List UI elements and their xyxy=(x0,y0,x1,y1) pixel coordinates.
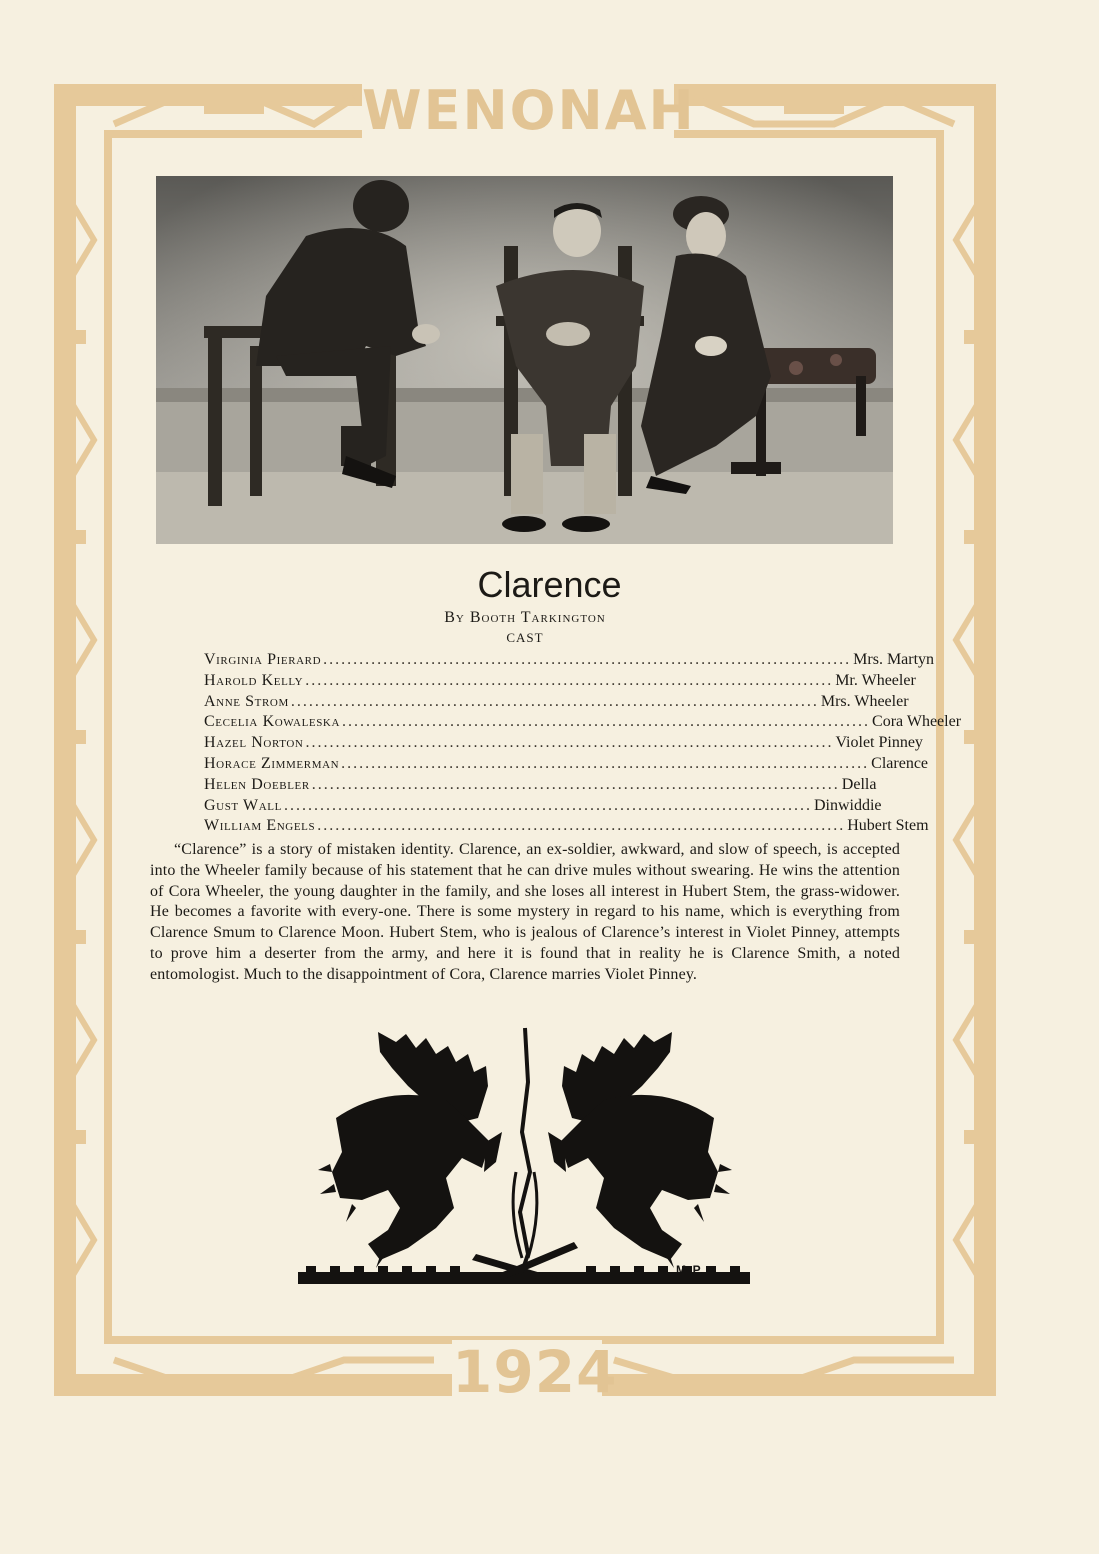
cast-list xyxy=(204,650,962,837)
leader-dots: ........................................................................................ xyxy=(283,796,812,814)
banner-year: 1924 xyxy=(452,1338,618,1406)
cast-actor: Virginia Pierard xyxy=(204,651,322,668)
leader-dots: ........................................................................................ xyxy=(317,817,846,835)
frame-pattern-left xyxy=(54,130,104,1348)
leader-dots: ........................................................................................ xyxy=(342,713,871,731)
cast-role: Hubert Stem xyxy=(847,817,929,835)
cast-photograph xyxy=(156,176,893,544)
cast-actor: Harold Kelly xyxy=(204,671,304,689)
cast-actor: Anne Strom xyxy=(204,692,289,710)
cast-row xyxy=(204,775,877,796)
cast-role: Dinwiddie xyxy=(813,796,882,814)
play-title: Clarence xyxy=(477,564,622,605)
artist-signature: M. P. xyxy=(676,1263,703,1277)
cast-row xyxy=(204,712,962,733)
cast-role: Mrs. Wheeler xyxy=(820,692,909,710)
cast-row xyxy=(204,733,923,754)
cast-role: Mrs. Martyn xyxy=(853,651,935,668)
leader-dots: ........................................................................................ xyxy=(305,734,834,752)
leader-dots: ........................................................................................ xyxy=(341,754,870,772)
cast-role: Della xyxy=(841,775,877,793)
leader-dots: ........................................................................................ xyxy=(323,651,852,668)
cast-heading: CAST xyxy=(506,630,544,645)
banner-title: WENONAH xyxy=(362,79,696,142)
cast-role: Clarence xyxy=(871,754,929,772)
play-synopsis: “Clarence” is a story of mistaken identity. Clarence, an ex-soldier, awkward, and slow of speech, is accepted into the Wheeler family because of his statement that he can drive mules without swearing. He wins the attention of Cora Wheeler, the young daughter in the family, and she loses all interest in Hubert Stem, the grass-widower. He becomes a favorite with every-one. There is some mystery in regard to his name, which is everything from Clarence Smum to Clarence Moon. Hubert Stem, who is jealous of Clarence’s interest in Violet Pinney, attempts to prove him a deserter from the army, and here it is found that in reality he is Clarence Smith, a noted entomologist. Much to the disappointment of Cora, Clarence marries Violet Pinney. xyxy=(150,841,900,983)
leader-dots: ........................................................................................ xyxy=(311,775,840,793)
cast-actor: Horace Zimmerman xyxy=(204,754,340,772)
cast-row xyxy=(204,754,929,775)
cast-actor: Cecelia Kowaleska xyxy=(204,713,341,731)
cast-actor: Helen Doebler xyxy=(204,775,310,793)
dancers-illustration xyxy=(296,1022,754,1294)
cast-actor: Gust Wall xyxy=(204,796,282,814)
photo-illustration xyxy=(156,176,893,544)
leader-dots: ........................................................................................ xyxy=(305,671,834,689)
cast-row xyxy=(204,650,935,671)
cast-actor: Hazel Norton xyxy=(204,734,304,752)
cast-row xyxy=(204,692,909,713)
play-byline: By Booth Tarkington xyxy=(444,609,606,626)
frame-pattern-right xyxy=(946,130,996,1348)
cast-row xyxy=(204,816,929,837)
cast-row xyxy=(204,671,916,692)
cast-role: Violet Pinney xyxy=(835,734,923,752)
leader-dots: ........................................................................................ xyxy=(290,692,819,710)
cast-actor: William Engels xyxy=(204,817,316,835)
cast-role: Mr. Wheeler xyxy=(835,671,916,689)
cast-row xyxy=(204,796,882,817)
cast-role: Cora Wheeler xyxy=(872,713,962,731)
